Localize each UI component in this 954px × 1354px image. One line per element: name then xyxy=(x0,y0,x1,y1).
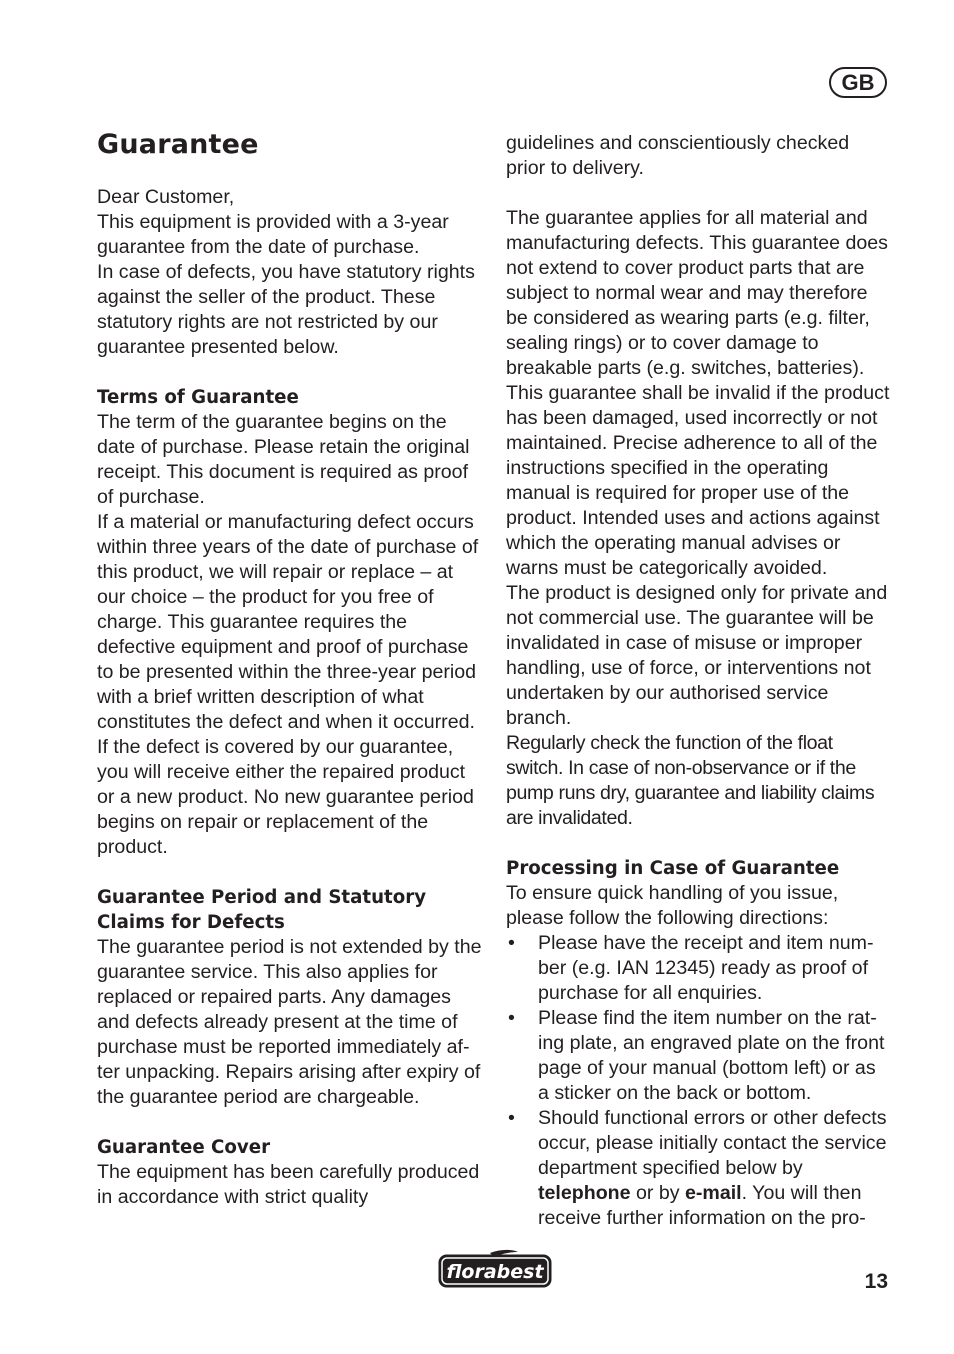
float-switch-note: Regularly check the function of the float switch. In case of non-observance or if the pump runs dry, guarantee and liability claims are invalidated. xyxy=(506,732,875,829)
page-title: Guarantee xyxy=(97,129,259,160)
list-item-text: Should functional errors or other defects occur, please initially contact the service department specified below by xyxy=(538,1107,887,1179)
processing-heading: Processing in Case of Guarantee xyxy=(506,858,840,879)
processing-list xyxy=(506,931,890,1231)
cover-paragraph: The product is designed only for private and not commercial use. The guarantee will be invalidated in case of misuse or improper handling, use of force, or interventions not undertaken by our authorised service branch. xyxy=(506,582,888,729)
cover-paragraph: The guarantee applies for all material and manufacturing defects. This guarantee does not extend to cover product parts that are subject to normal wear and may therefore be considered as wearing parts (e.g. filter, sealing rings) or to cover damage to breakable parts (e.g. switches, batteries). xyxy=(506,207,888,379)
list-item xyxy=(506,1106,890,1231)
email-keyword: e-mail xyxy=(685,1182,742,1204)
terms-paragraph: If the defect is covered by our guarantee, you will receive either the repaired product or a new product. No new guarantee period begins on repair or replacement of the product. xyxy=(97,736,474,858)
florabest-logo xyxy=(438,1249,552,1289)
period-heading: Guarantee Period and Statutory Claims for Defects xyxy=(97,887,427,933)
logo-text: florabest xyxy=(446,1261,544,1283)
cover-paragraph: This guarantee shall be invalid if the product has been damaged, used incorrectly or not maintained. Precise adherence to all of the instructions specified in the operating manual is required for proper use of the product. Intended uses and actions against which the operating manual advises or warns must be categorically avoided. xyxy=(506,382,890,579)
period-paragraph: The guarantee period is not extended by the guarantee service. This also applies for replaced or repaired parts. Any damages and defects already present at the time of purchase must be reported immediately after unpacking. Repairs arising after expiry of the guarantee period are chargeable. xyxy=(97,936,482,1108)
language-badge: GB xyxy=(829,67,887,98)
list-item-text: or by xyxy=(630,1182,685,1204)
left-column xyxy=(97,131,483,1210)
cover-paragraph: The equipment has been carefully produced in accordance with strict quality xyxy=(97,1161,480,1208)
terms-heading: Terms of Guarantee xyxy=(97,387,299,408)
telephone-keyword: telephone xyxy=(538,1182,631,1204)
salutation: Dear Customer, xyxy=(97,186,235,208)
cover-heading: Guarantee Cover xyxy=(97,1137,271,1158)
right-column xyxy=(506,131,890,1231)
processing-intro: To ensure quick handling of you issue, please follow the following directions: xyxy=(506,882,839,929)
statutory-rights-paragraph: In case of defects, you have statutory rights against the seller of the product. These statutory rights are not restricted by our guarantee presented below. xyxy=(97,261,475,358)
page-number: 13 xyxy=(864,1270,888,1293)
list-item-text: . You will then receive further information on the pro- xyxy=(538,1182,866,1229)
terms-paragraph: If a material or manufacturing defect occurs within three years of the date of purchase of this product, we will repair or replace – at our choice – the product for you free of charge. This guarantee requires the defective equipment and proof of purchase to be presented within the three-year period with a brief written description of what constitutes the defect and when it occurred. xyxy=(97,511,479,733)
list-item: • Please find the item number on the rating plate, an engraved plate on the front page of your manual (bottom left) or as a sticker on the back or bottom. xyxy=(506,1006,890,1106)
terms-paragraph: The term of the guarantee begins on the date of purchase. Please retain the original receipt. This document is required as proof of purchase. xyxy=(97,411,470,508)
cover-paragraph-continued: guidelines and conscientiously checked prior to delivery. xyxy=(506,132,850,179)
intro-paragraph: This equipment is provided with a 3-year guarantee from the date of purchase. xyxy=(97,211,449,258)
list-item: • Please have the receipt and item number (e.g. IAN 12345) ready as proof of purchase for all enquiries. xyxy=(506,931,890,1006)
